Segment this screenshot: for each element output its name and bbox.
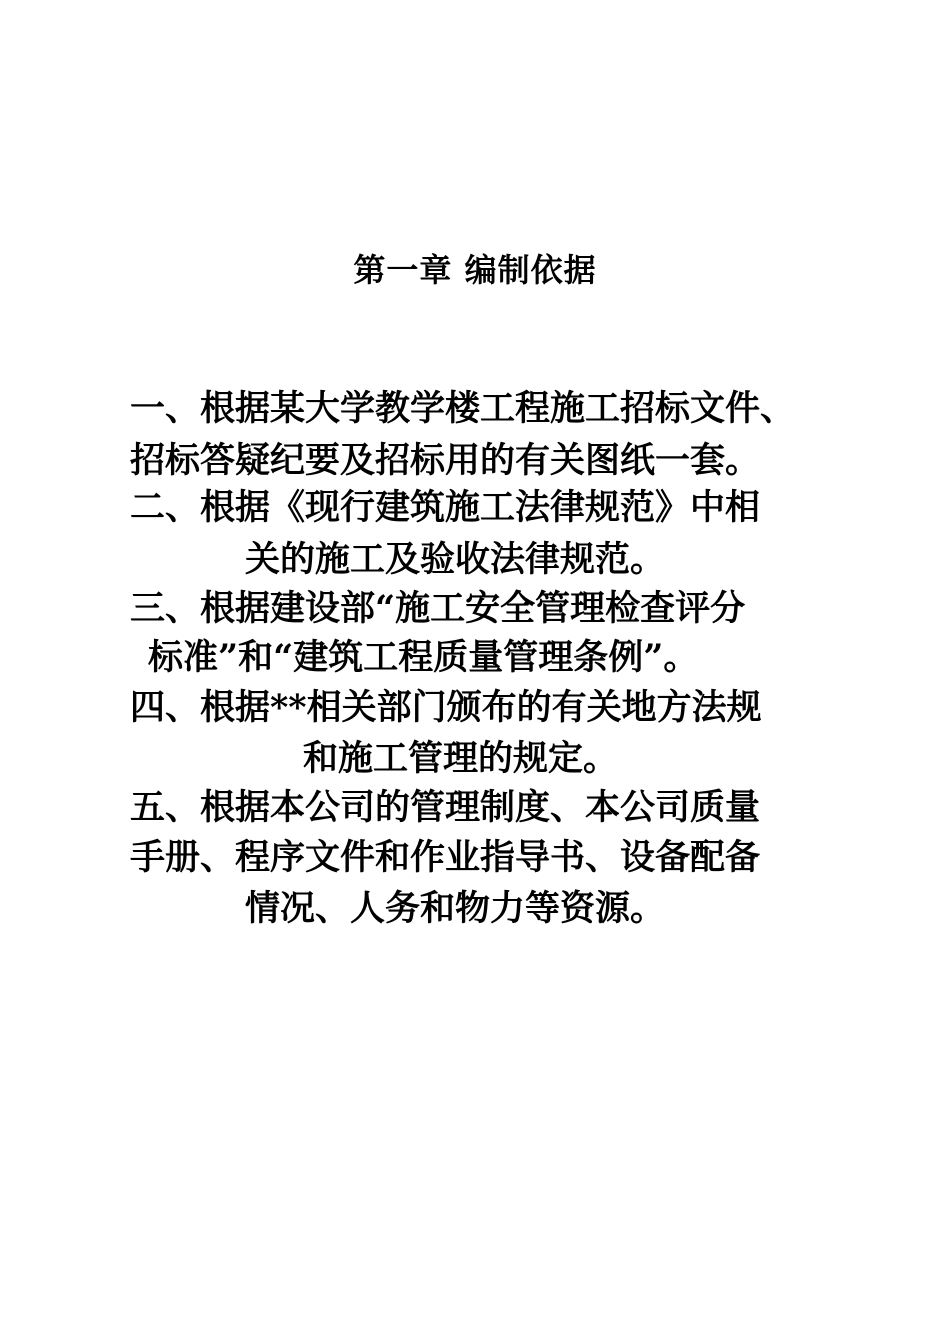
basis-item-5-line-1: 五、根据本公司的管理制度、本公司质量 [130,787,761,828]
basis-item-1-line-1: 一、根据某大学教学楼工程施工招标文件、 [130,388,796,429]
basis-item-5-line-2: 手册、程序文件和作业指导书、设备配备 [130,837,761,878]
basis-item-4-line-2: 和施工管理的规定。 [303,738,619,779]
basis-item-3-line-1: 三、根据建设部“施工安全管理检查评分 [130,588,746,629]
basis-item-3-line-2: 标准”和“建筑工程质量管理条例”。 [148,637,699,678]
basis-item-1-line-2: 招标答疑纪要及招标用的有关图纸一套。 [130,440,761,481]
basis-item-2-line-2: 关的施工及验收法律规范。 [245,539,666,580]
basis-item-2-line-1: 二、根据《现行建筑施工法律规范》中相 [130,487,761,528]
basis-item-4-line-1: 四、根据**相关部门颁布的有关地方法规 [130,687,762,728]
chapter-title: 第一章 编制依据 [353,251,597,289]
basis-item-5-line-3: 情况、人务和物力等资源。 [245,888,666,929]
